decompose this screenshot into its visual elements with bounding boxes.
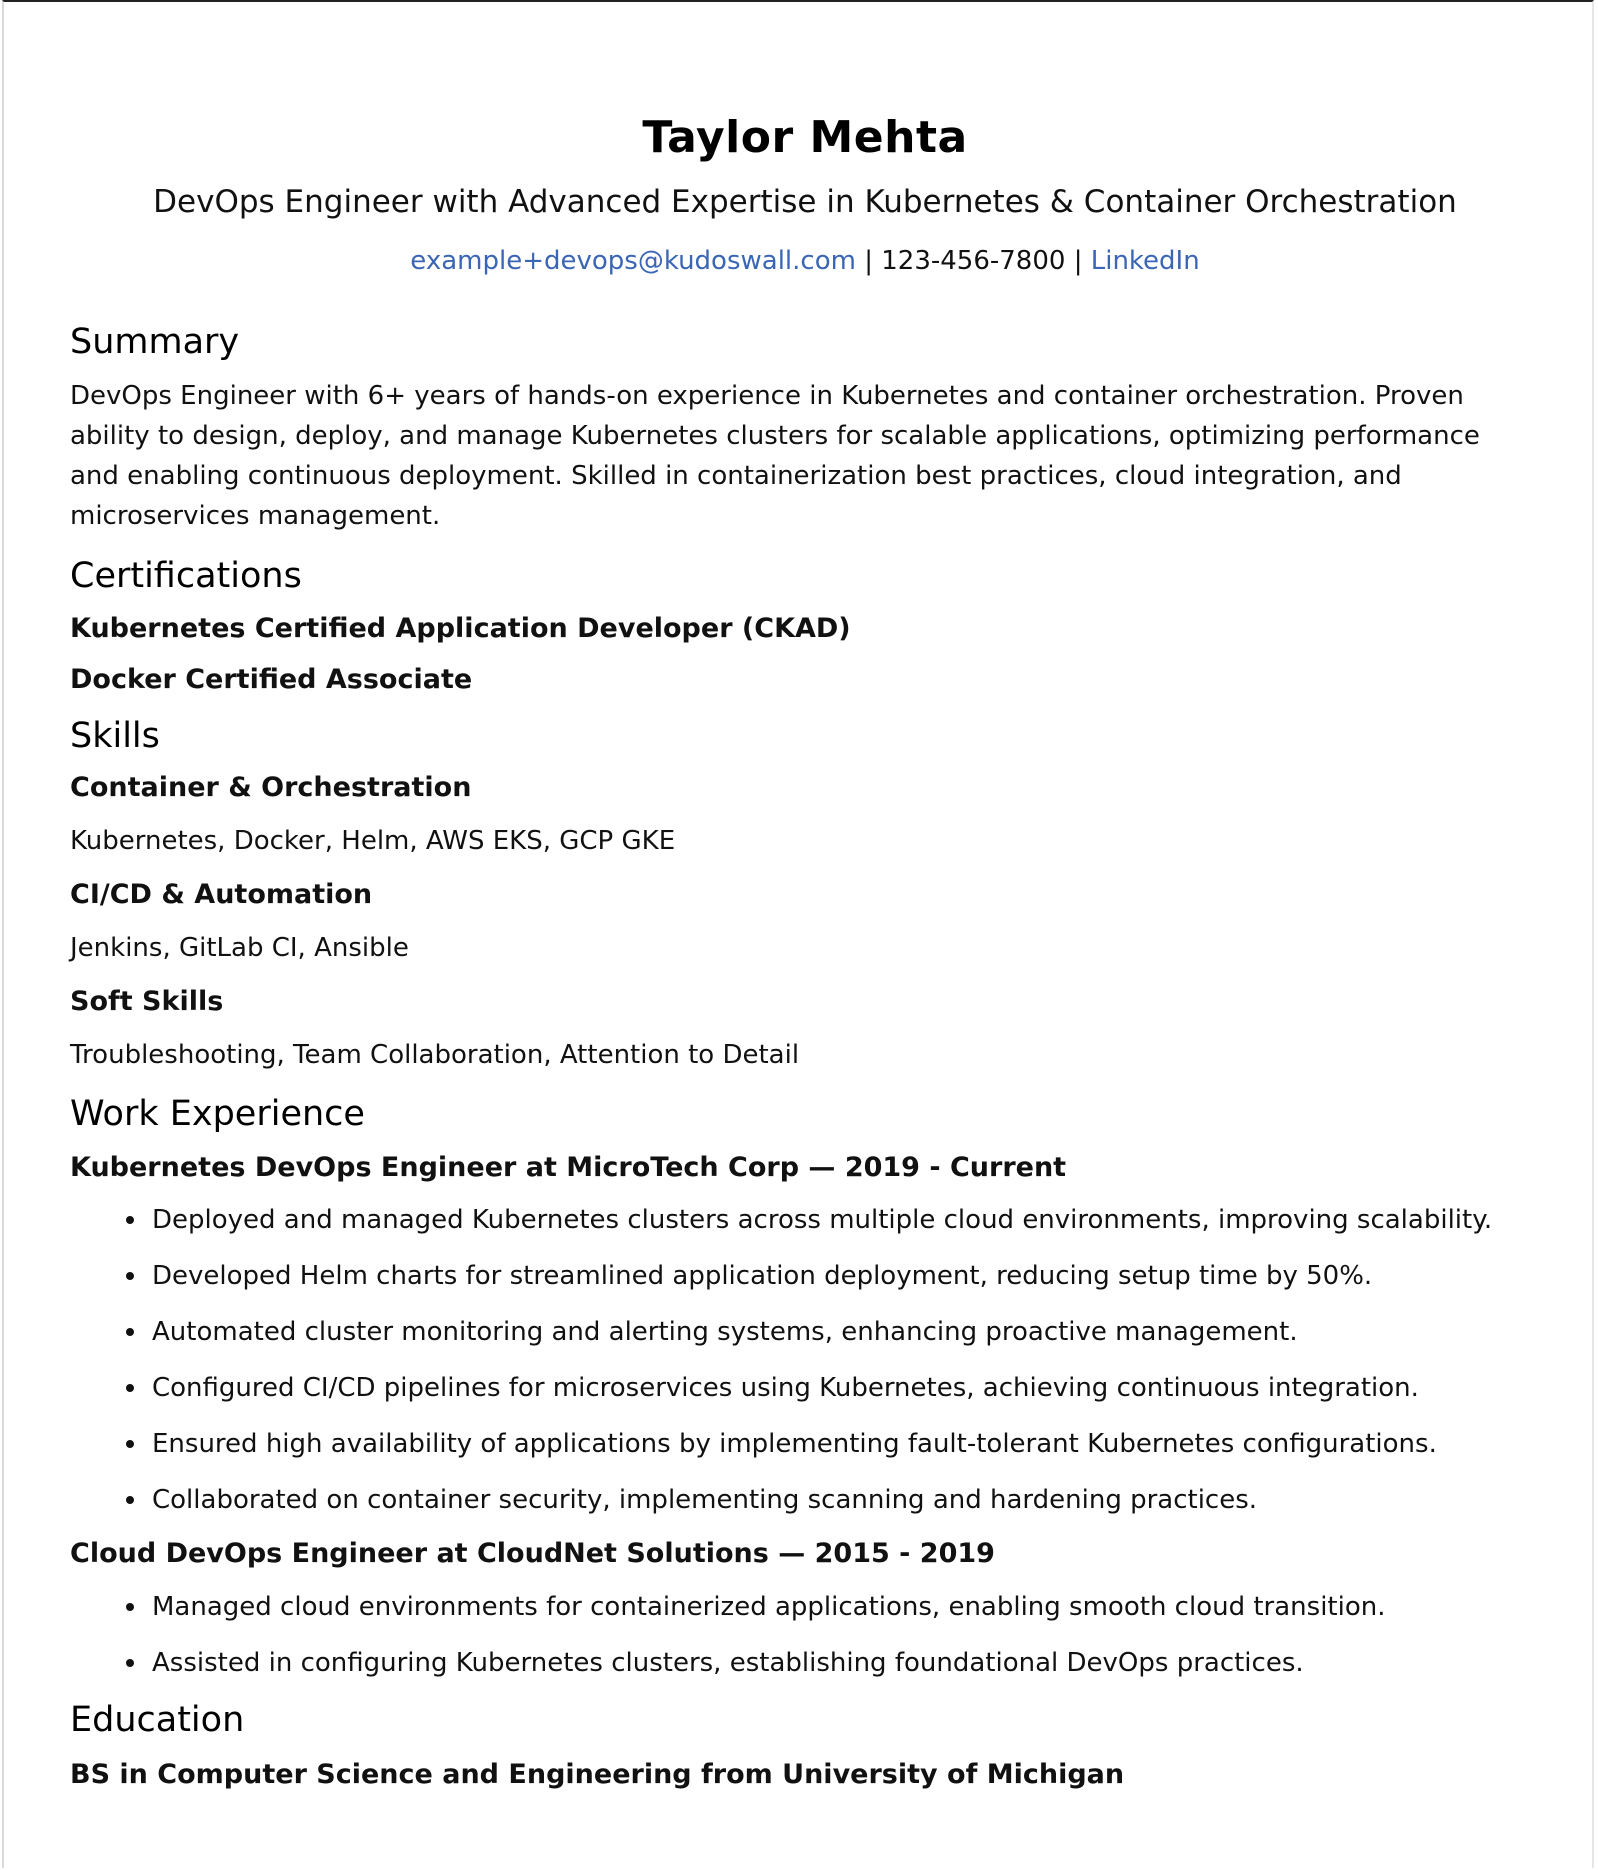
certification-item: Kubernetes Certified Application Developer (CKAD) [70,613,851,644]
job-heading: Cloud DevOps Engineer at CloudNet Solutions — 2015 - 2019 [70,1538,995,1569]
summary-line: DevOps Engineer with 6+ years of hands-on experience in Kubernetes and container orchestration. Proven [70,381,1464,411]
candidate-headline: DevOps Engineer with Advanced Expertise in Kubernetes & Container Orchestration [153,184,1457,220]
job-bullet: Configured CI/CD pipelines for microservices using Kubernetes, achieving continuous integration. [70,1370,1550,1426]
phone-number: 123-456-7800 [881,246,1066,276]
job-bullet: Ensured high availability of applications by implementing fault-tolerant Kubernetes configurations. [70,1426,1550,1482]
resume-page [2,0,1594,1868]
bullet-icon [126,1272,134,1280]
education-title: Education [70,1700,245,1740]
skills-title: Skills [70,716,160,756]
linkedin-link[interactable]: LinkedIn [1090,246,1200,276]
skill-group-heading: CI/CD & Automation [70,879,373,910]
bullet-icon [126,1328,134,1336]
bullet-icon [126,1603,134,1611]
job-bullet: Assisted in configuring Kubernetes clusters, establishing foundational DevOps practices. [70,1645,1550,1701]
job-bullet: Deployed and managed Kubernetes clusters across multiple cloud environments, improving scalability. [70,1202,1550,1258]
contact-line [70,244,1540,278]
education-degree: BS in Computer Science and Engineering from University of Michigan [70,1759,1125,1790]
email-link[interactable]: example+devops@kudoswall.com [410,246,856,276]
skill-group-heading: Container & Orchestration [70,772,472,803]
skill-group-items: Troubleshooting, Team Collaboration, Attention to Detail [70,1040,800,1070]
job-bullets [70,1202,1550,1538]
job-bullet: Automated cluster monitoring and alerting systems, enhancing proactive management. [70,1314,1550,1370]
skill-group-items: Kubernetes, Docker, Helm, AWS EKS, GCP GKE [70,826,676,856]
certification-item: Docker Certified Associate [70,664,473,695]
summary-line: and enabling continuous deployment. Skilled in containerization best practices, cloud integration, and [70,461,1402,491]
job-bullets [70,1589,1550,1701]
summary-line: microservices management. [70,501,441,531]
job-bullet: Managed cloud environments for containerized applications, enabling smooth cloud transition. [70,1589,1550,1645]
bullet-icon [126,1384,134,1392]
contact-separator: | [1073,246,1083,276]
candidate-name: Taylor Mehta [642,112,968,163]
bullet-icon [126,1659,134,1667]
summary-title: Summary [70,322,240,362]
bullet-icon [126,1440,134,1448]
contact-separator: | [864,246,873,276]
job-bullet: Collaborated on container security, implementing scanning and hardening practices. [70,1482,1550,1538]
skill-group-items: Jenkins, GitLab CI, Ansible [70,933,409,963]
bullet-icon [126,1496,134,1504]
job-bullet: Developed Helm charts for streamlined application deployment, reducing setup time by 50%. [70,1258,1550,1314]
experience-title: Work Experience [70,1094,365,1134]
bullet-icon [126,1216,134,1224]
summary-text [70,376,1530,536]
summary-line: ability to design, deploy, and manage Kubernetes clusters for scalable applications, optimizing performance [70,421,1480,451]
job-heading: Kubernetes DevOps Engineer at MicroTech Corp — 2019 - Current [70,1152,1067,1183]
skill-group-heading: Soft Skills [70,986,224,1017]
certifications-title: Certifications [70,556,302,596]
